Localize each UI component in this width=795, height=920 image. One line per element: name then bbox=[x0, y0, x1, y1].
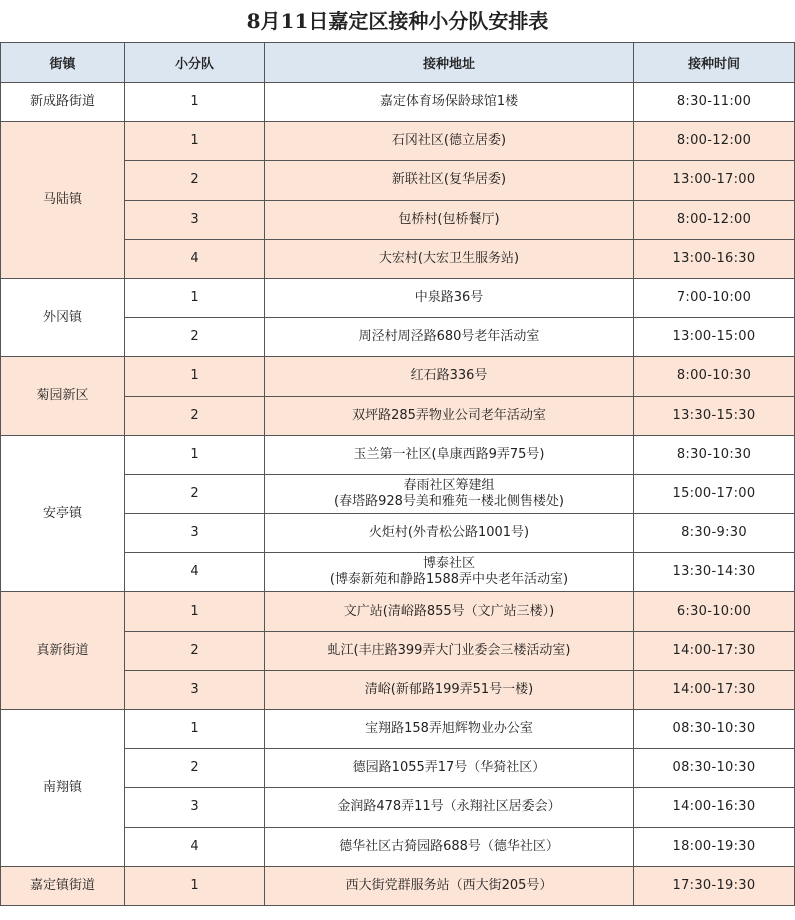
address-line: 嘉定体育场保龄球馆1楼 bbox=[379, 94, 519, 110]
address-line: 大宏村(大宏卫生服务站) bbox=[378, 250, 520, 266]
team-cell: 4 bbox=[125, 827, 265, 866]
address-line: 宝翔路158弄旭辉物业办公室 bbox=[365, 721, 533, 737]
time-cell: 15:00-17:00 bbox=[634, 474, 795, 513]
team-cell: 2 bbox=[125, 631, 265, 670]
town-cell: 真新街道 bbox=[1, 592, 125, 710]
header-row bbox=[1, 43, 795, 83]
team-cell: 1 bbox=[125, 435, 265, 474]
address-cell bbox=[265, 318, 634, 357]
address-line: 西大街党群服务站（西大街205号） bbox=[345, 877, 553, 893]
time-cell: 8:00-10:30 bbox=[634, 357, 795, 396]
table-row bbox=[1, 122, 795, 161]
team-cell: 1 bbox=[125, 710, 265, 749]
team-cell: 4 bbox=[125, 239, 265, 278]
address-line: 火炬村(外青松公路1001号) bbox=[368, 525, 530, 541]
address-line-secondary: (博泰新苑和静路1588弄中央老年活动室) bbox=[329, 572, 569, 588]
town-cell: 南翔镇 bbox=[1, 710, 125, 867]
team-cell: 1 bbox=[125, 357, 265, 396]
team-cell: 2 bbox=[125, 396, 265, 435]
town-cell: 马陆镇 bbox=[1, 122, 125, 279]
time-cell: 6:30-10:00 bbox=[634, 592, 795, 631]
address-line: 石冈社区(德立居委) bbox=[391, 133, 507, 149]
time-cell: 14:00-16:30 bbox=[634, 788, 795, 827]
team-cell: 3 bbox=[125, 670, 265, 709]
address-cell bbox=[265, 670, 634, 709]
address-line: 博泰社区 bbox=[422, 556, 475, 572]
time-cell: 13:00-15:00 bbox=[634, 318, 795, 357]
team-cell: 3 bbox=[125, 788, 265, 827]
address-cell bbox=[265, 122, 634, 161]
address-cell bbox=[265, 514, 634, 553]
town-cell: 菊园新区 bbox=[1, 357, 125, 435]
address-cell bbox=[265, 866, 634, 905]
page-title: 8月11日嘉定区接种小分队安排表 bbox=[246, 9, 549, 33]
address-line: 周泾村周泾路680号老年活动室 bbox=[358, 329, 540, 345]
address-cell bbox=[265, 83, 634, 122]
address-line: 包桥村(包桥餐厅) bbox=[398, 211, 500, 227]
table-row bbox=[1, 278, 795, 317]
team-cell: 2 bbox=[125, 161, 265, 200]
header-address: 接种地址 bbox=[265, 43, 634, 83]
time-cell: 7:00-10:00 bbox=[634, 278, 795, 317]
address-cell bbox=[265, 592, 634, 631]
team-cell: 2 bbox=[125, 474, 265, 513]
time-cell: 13:00-16:30 bbox=[634, 239, 795, 278]
address-cell bbox=[265, 239, 634, 278]
header-team: 小分队 bbox=[125, 43, 265, 83]
address-line: 文广站(清峪路855号（文广站三楼）) bbox=[343, 603, 555, 619]
address-line: 德华社区古猗园路688号（德华社区） bbox=[339, 838, 559, 854]
address-line: 双坪路285弄物业公司老年活动室 bbox=[352, 407, 546, 423]
team-cell: 2 bbox=[125, 749, 265, 788]
team-cell: 1 bbox=[125, 278, 265, 317]
address-cell bbox=[265, 200, 634, 239]
table-row bbox=[1, 83, 795, 122]
header-town: 街镇 bbox=[1, 43, 125, 83]
table-row bbox=[1, 866, 795, 905]
team-cell: 4 bbox=[125, 553, 265, 592]
table-row bbox=[1, 435, 795, 474]
address-line: 中泉路36号 bbox=[414, 290, 484, 306]
address-cell bbox=[265, 474, 634, 513]
time-cell: 14:00-17:30 bbox=[634, 670, 795, 709]
time-cell: 8:00-12:00 bbox=[634, 200, 795, 239]
table-row bbox=[1, 710, 795, 749]
team-cell: 1 bbox=[125, 866, 265, 905]
address-line: 玉兰第一社区(阜康西路9弄75号) bbox=[353, 446, 545, 462]
time-cell: 8:30-9:30 bbox=[634, 514, 795, 553]
address-cell bbox=[265, 631, 634, 670]
address-cell bbox=[265, 278, 634, 317]
address-cell bbox=[265, 357, 634, 396]
address-line: 虬江(丰庄路399弄大门业委会三楼活动室) bbox=[327, 642, 571, 658]
address-line: 春雨社区筹建组 bbox=[403, 477, 495, 493]
address-cell bbox=[265, 161, 634, 200]
address-line: 德园路1055弄17号（华猗社区） bbox=[352, 760, 546, 776]
address-line-secondary: (春塔路928号美和雅苑一楼北侧售楼处) bbox=[334, 493, 564, 509]
address-cell bbox=[265, 553, 634, 592]
team-cell: 1 bbox=[125, 592, 265, 631]
time-cell: 8:30-10:30 bbox=[634, 435, 795, 474]
table-body bbox=[1, 83, 795, 906]
schedule-table bbox=[0, 42, 795, 906]
address-line: 新联社区(复华居委) bbox=[391, 172, 507, 188]
team-cell: 2 bbox=[125, 318, 265, 357]
time-cell: 13:30-15:30 bbox=[634, 396, 795, 435]
town-cell: 嘉定镇街道 bbox=[1, 866, 125, 905]
address-cell bbox=[265, 710, 634, 749]
town-cell: 安亭镇 bbox=[1, 435, 125, 592]
time-cell: 8:00-12:00 bbox=[634, 122, 795, 161]
time-cell: 13:30-14:30 bbox=[634, 553, 795, 592]
address-cell bbox=[265, 827, 634, 866]
time-cell: 14:00-17:30 bbox=[634, 631, 795, 670]
address-cell bbox=[265, 749, 634, 788]
address-line: 红石路336号 bbox=[410, 368, 488, 384]
time-cell: 08:30-10:30 bbox=[634, 710, 795, 749]
time-cell: 13:00-17:00 bbox=[634, 161, 795, 200]
address-line: 金润路478弄11号（永翔社区居委会） bbox=[337, 799, 561, 815]
address-cell bbox=[265, 396, 634, 435]
town-cell: 新成路街道 bbox=[1, 83, 125, 122]
address-cell bbox=[265, 788, 634, 827]
time-cell: 18:00-19:30 bbox=[634, 827, 795, 866]
time-cell: 8:30-11:00 bbox=[634, 83, 795, 122]
header-time: 接种时间 bbox=[634, 43, 795, 83]
address-line: 清峪(新郁路199弄51号一楼) bbox=[364, 681, 534, 697]
team-cell: 1 bbox=[125, 122, 265, 161]
time-cell: 17:30-19:30 bbox=[634, 866, 795, 905]
town-cell: 外冈镇 bbox=[1, 278, 125, 356]
time-cell: 08:30-10:30 bbox=[634, 749, 795, 788]
address-cell bbox=[265, 435, 634, 474]
team-cell: 3 bbox=[125, 200, 265, 239]
table-row bbox=[1, 357, 795, 396]
table-row bbox=[1, 592, 795, 631]
team-cell: 1 bbox=[125, 83, 265, 122]
team-cell: 3 bbox=[125, 514, 265, 553]
